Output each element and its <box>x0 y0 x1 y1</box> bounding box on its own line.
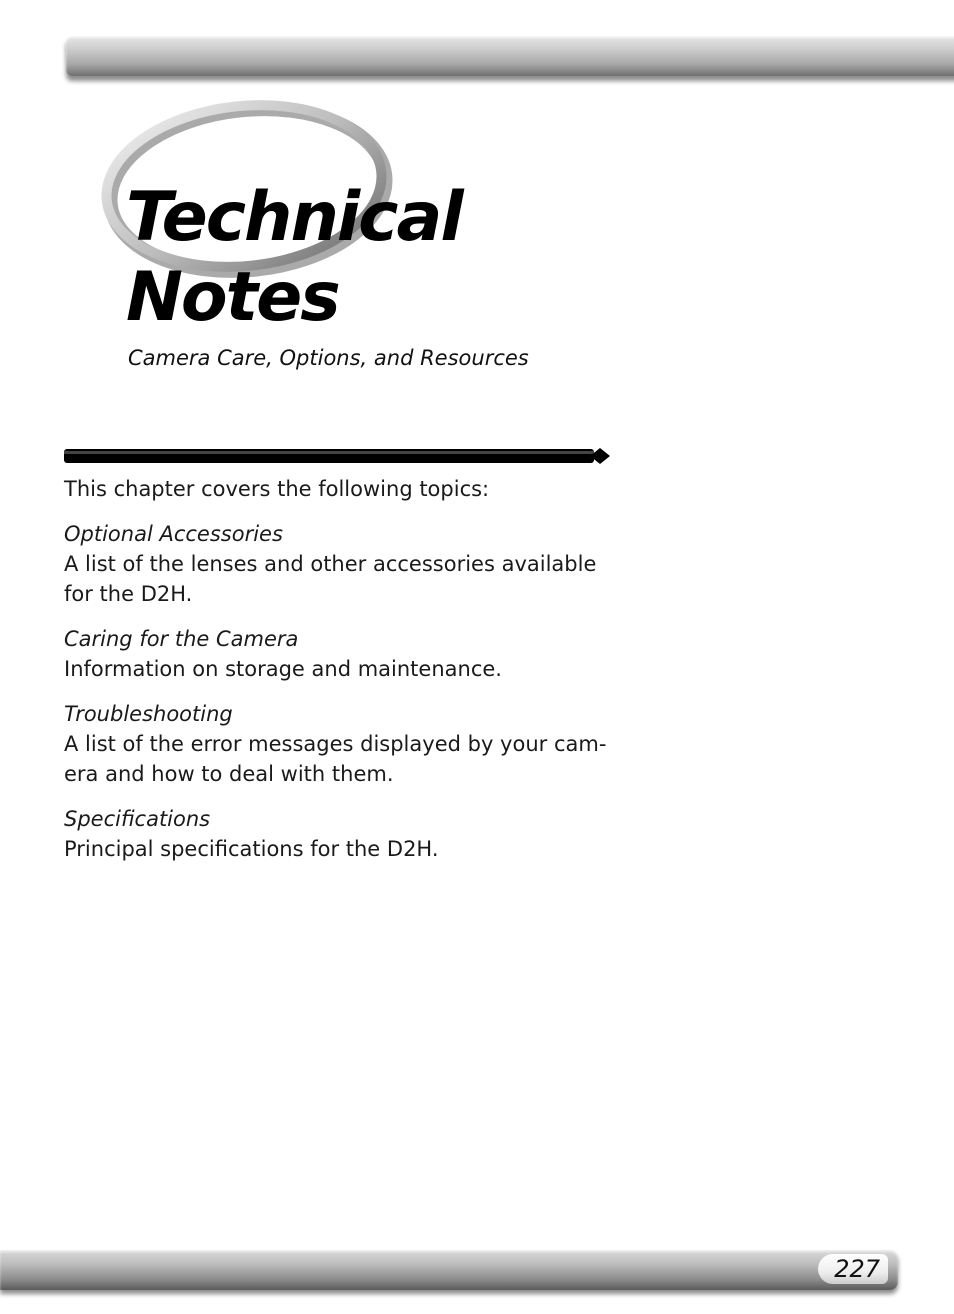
topic-title: Caring for the Camera <box>64 627 299 651</box>
chapter-title <box>126 178 462 338</box>
topic-description-line: Information on storage and maintenance. <box>64 657 502 681</box>
topic-item <box>64 699 624 789</box>
topic-description <box>64 654 624 684</box>
section-divider <box>62 444 622 468</box>
page-number: 227 <box>818 1254 888 1284</box>
topic-description <box>64 834 624 864</box>
intro-text: This chapter covers the following topics: <box>64 477 490 501</box>
topic-title: Specifications <box>64 807 211 831</box>
topic-description-line: A list of the lenses and other accessories available <box>64 552 597 576</box>
topic-description-line: A list of the error messages displayed by your cam- <box>64 732 607 756</box>
chapter-title-line-1: Technical <box>126 178 462 257</box>
topic-item <box>64 519 624 609</box>
topic-item <box>64 804 624 864</box>
topic-description <box>64 729 624 789</box>
chapter-subtitle: Camera Care, Options, and Resources <box>128 346 529 370</box>
footer-bar <box>0 1250 898 1290</box>
topic-description-line: for the D2H. <box>64 582 193 606</box>
topic-description-line: era and how to deal with them. <box>64 762 394 786</box>
topic-description <box>64 549 624 609</box>
header-bar <box>66 36 954 76</box>
chapter-title-line-2: Notes <box>126 258 339 337</box>
topic-item <box>64 624 624 684</box>
topic-title: Troubleshooting <box>64 702 233 726</box>
topic-title: Optional Accessories <box>64 522 283 546</box>
chapter-contents <box>64 474 624 879</box>
topic-description-line: Principal specifications for the D2H. <box>64 837 439 861</box>
